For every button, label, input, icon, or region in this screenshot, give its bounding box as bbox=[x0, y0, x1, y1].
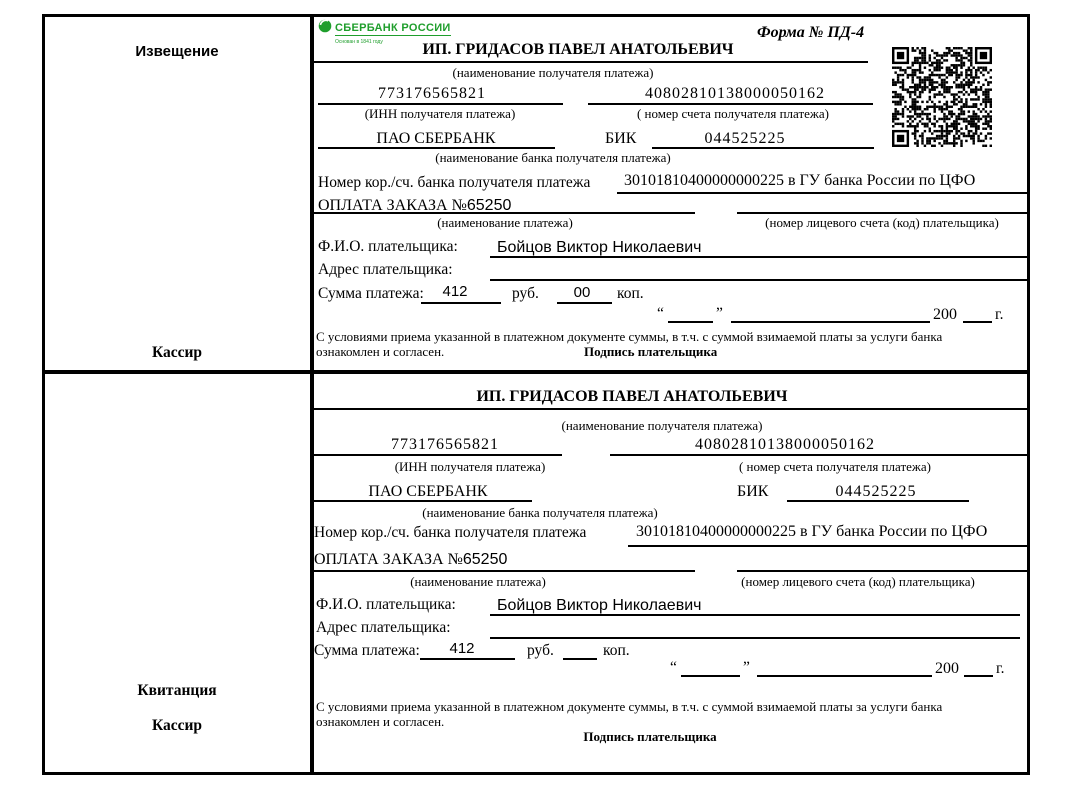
date-close-quote-notice: ” bbox=[716, 305, 723, 322]
receipt-side-label: Квитанция bbox=[137, 682, 217, 699]
notice-cashier-label: Кассир bbox=[151, 344, 203, 361]
inn-underline-receipt bbox=[314, 454, 562, 456]
bank-name-notice: ПАО СБЕРБАНК bbox=[376, 130, 496, 147]
amount-rub-underline-notice bbox=[421, 302, 501, 304]
form-title: Форма № ПД-4 bbox=[757, 24, 865, 41]
date-open-quote-notice: “ bbox=[657, 305, 664, 322]
date-year-line-notice bbox=[963, 321, 992, 323]
recipient-name-notice: ИП. ГРИДАСОВ ПАВЕЛ АНАТОЛЬЕВИЧ bbox=[422, 41, 734, 58]
amount-label-notice: Сумма платежа: bbox=[318, 285, 424, 302]
payer-address-label-notice: Адрес плательщика: bbox=[318, 261, 453, 278]
payer-name-underline-receipt bbox=[490, 614, 1020, 616]
payer-address-underline-receipt bbox=[490, 637, 1020, 639]
date-g-notice: г. bbox=[995, 306, 1004, 323]
date-year-line-receipt bbox=[964, 675, 993, 677]
recipient-underline-notice bbox=[313, 61, 868, 63]
bank-name-receipt: ПАО СБЕРБАНК bbox=[368, 483, 488, 500]
rub-label-receipt: руб. bbox=[527, 642, 554, 659]
sberbank-logo-tagline: Основан в 1841 году bbox=[335, 39, 383, 45]
corr-label-notice: Номер кор./сч. банка получателя платежа bbox=[318, 174, 591, 191]
amount-label-receipt: Сумма платежа: bbox=[314, 642, 420, 659]
date-g-receipt: г. bbox=[996, 660, 1005, 677]
rub-label-notice: руб. bbox=[512, 285, 539, 302]
bik-value-notice: 044525225 bbox=[704, 130, 786, 147]
amount-rub-underline-receipt bbox=[420, 658, 515, 660]
sberbank-logo-text: СБЕРБАНК РОССИИ bbox=[335, 21, 451, 34]
date-open-quote-receipt: “ bbox=[670, 659, 677, 676]
sberbank-logo-icon bbox=[318, 19, 332, 38]
personal-account-hint-receipt: (номер лицевого счета (код) плательщика) bbox=[741, 574, 975, 589]
bik-underline-notice bbox=[652, 147, 874, 149]
payer-name-underline-notice bbox=[490, 256, 1027, 258]
receipt-box-border bbox=[42, 371, 1030, 775]
amount-rub-value-notice: 412 bbox=[442, 283, 468, 300]
payment-hint-receipt: (наименование платежа) bbox=[410, 574, 546, 589]
payment-hint-notice: (наименование платежа) bbox=[437, 215, 573, 230]
signature-label-notice: Подпись плательщика bbox=[584, 344, 718, 359]
date-close-quote-receipt: ” bbox=[743, 659, 750, 676]
corr-underline-receipt bbox=[628, 545, 1027, 547]
bik-label-receipt: БИК bbox=[737, 483, 769, 500]
agreement-line1-notice: С условиями приема указанной в платежном документе суммы, в т.ч. с суммой взимаемой платы за услуги банка bbox=[316, 329, 943, 344]
account-hint-receipt: ( номер счета получателя платежа) bbox=[738, 459, 932, 474]
payer-name-value-notice: Бойцов Виктор Николаевич bbox=[497, 239, 702, 256]
payment-prefix-notice: ОПЛАТА ЗАКАЗА № bbox=[318, 197, 467, 214]
amount-kop-underline-receipt bbox=[563, 658, 597, 660]
agreement-line1-receipt: С условиями приема указанной в платежном документе суммы, в т.ч. с суммой взимаемой платы за услуги банка bbox=[316, 699, 943, 714]
recipient-hint-receipt: (наименование получателя платежа) bbox=[561, 418, 763, 433]
payer-name-label-receipt: Ф.И.О. плательщика: bbox=[316, 596, 456, 613]
date-month-line-receipt bbox=[757, 675, 932, 677]
recipient-name-receipt: ИП. ГРИДАСОВ ПАВЕЛ АНАТОЛЬЕВИЧ bbox=[476, 388, 788, 405]
account-underline-notice bbox=[588, 103, 873, 105]
amount-kop-underline-notice bbox=[557, 302, 612, 304]
bik-underline-receipt bbox=[787, 500, 969, 502]
bank-hint-notice: (наименование банка получателя платежа) bbox=[435, 150, 671, 165]
payment-prefix-receipt: ОПЛАТА ЗАКАЗА № bbox=[314, 551, 463, 568]
bik-label-notice: БИК bbox=[605, 130, 637, 147]
order-number-notice: 65250 bbox=[466, 197, 512, 214]
payment-underline-receipt bbox=[313, 570, 695, 572]
inn-hint-receipt: (ИНН получателя платежа) bbox=[394, 459, 546, 474]
signature-label-receipt: Подпись плательщика bbox=[583, 729, 717, 744]
corr-value-receipt: 30101810400000000225 в ГУ банка России по ЦФО bbox=[636, 523, 988, 540]
account-value-notice: 40802810138000050162 bbox=[645, 85, 825, 102]
payer-address-underline-notice bbox=[490, 279, 1027, 281]
amount-kop-value-notice: 00 bbox=[573, 284, 591, 301]
recipient-underline-receipt bbox=[313, 408, 1027, 410]
payer-address-label-receipt: Адрес плательщика: bbox=[316, 619, 451, 636]
agreement-line2-receipt: ознакомлен и согласен. bbox=[316, 714, 445, 729]
kop-label-notice: коп. bbox=[617, 285, 644, 302]
payer-name-value-receipt: Бойцов Виктор Николаевич bbox=[497, 597, 702, 614]
order-number-receipt: 65250 bbox=[462, 551, 508, 568]
account-hint-notice: ( номер счета получателя платежа) bbox=[636, 106, 830, 121]
account-value-receipt: 40802810138000050162 bbox=[695, 436, 875, 453]
qr-code bbox=[892, 47, 992, 147]
inn-value-receipt: 773176565821 bbox=[391, 436, 499, 453]
personal-account-line-receipt bbox=[737, 570, 1027, 572]
amount-rub-value-receipt: 412 bbox=[449, 640, 475, 657]
corr-label-receipt: Номер кор./сч. банка получателя платежа bbox=[314, 524, 587, 541]
date-month-line-notice bbox=[731, 321, 930, 323]
receipt-cashier-label: Кассир bbox=[151, 717, 203, 734]
notice-side-label: Извещение bbox=[135, 43, 219, 60]
inn-underline-notice bbox=[318, 103, 563, 105]
payer-name-label-notice: Ф.И.О. плательщика: bbox=[318, 238, 458, 255]
inn-hint-notice: (ИНН получателя платежа) bbox=[364, 106, 516, 121]
notice-column-divider bbox=[310, 16, 314, 371]
agreement-line2-notice: ознакомлен и согласен. bbox=[316, 344, 445, 359]
date-year-receipt: 200 bbox=[935, 660, 959, 677]
date-day-line-notice bbox=[668, 321, 713, 323]
personal-account-line-notice bbox=[737, 212, 1027, 214]
kop-label-receipt: коп. bbox=[603, 642, 630, 659]
bank-underline-receipt bbox=[313, 500, 532, 502]
date-year-notice: 200 bbox=[933, 306, 957, 323]
corr-underline-notice bbox=[617, 192, 1027, 194]
bik-value-receipt: 044525225 bbox=[835, 483, 917, 500]
payment-underline-notice bbox=[313, 212, 695, 214]
receipt-column-divider bbox=[310, 373, 314, 773]
personal-account-hint-notice: (номер лицевого счета (код) плательщика) bbox=[765, 215, 999, 230]
date-day-line-receipt bbox=[681, 675, 740, 677]
corr-value-notice: 30101810400000000225 в ГУ банка России по ЦФО bbox=[624, 172, 976, 189]
recipient-hint-notice: (наименование получателя платежа) bbox=[452, 65, 654, 80]
bank-hint-receipt: (наименование банка получателя платежа) bbox=[422, 505, 658, 520]
payment-name-receipt bbox=[314, 551, 507, 569]
bank-underline-notice bbox=[318, 147, 555, 149]
account-underline-receipt bbox=[610, 454, 1027, 456]
inn-value-notice: 773176565821 bbox=[378, 85, 486, 102]
